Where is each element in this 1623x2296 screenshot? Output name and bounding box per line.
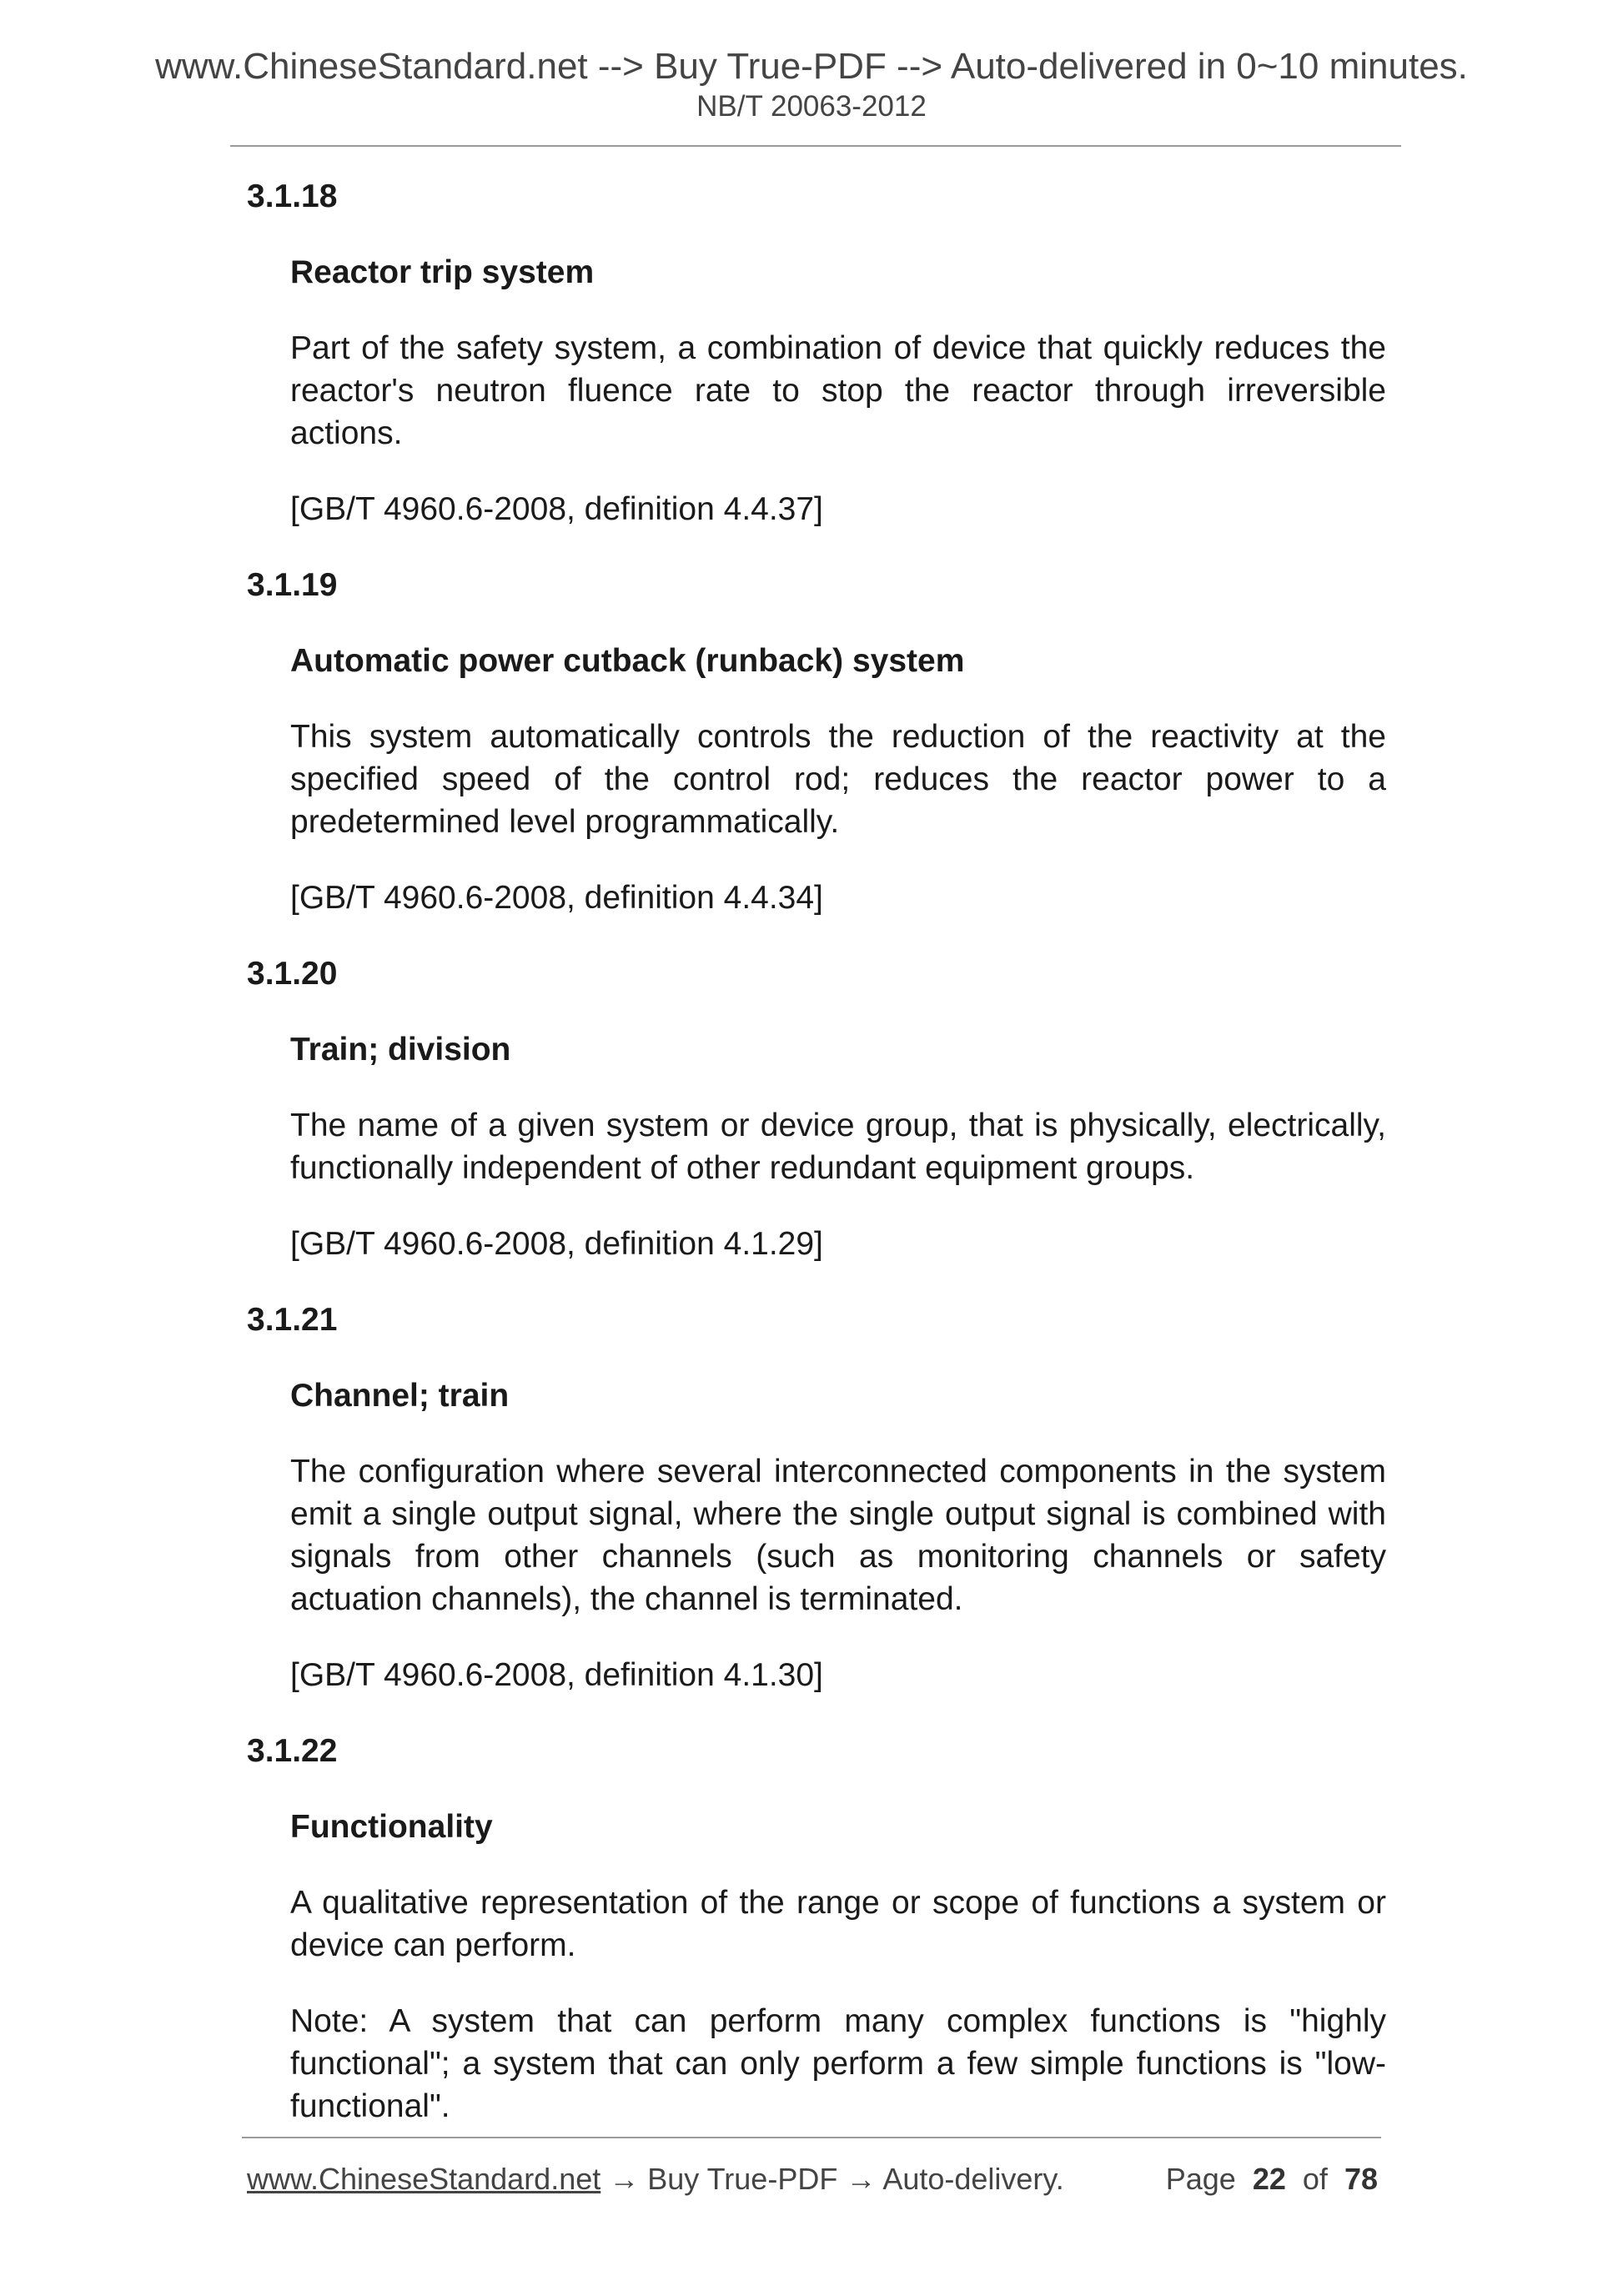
- term-source: [GB/T 4960.6-2008, definition 4.4.34]: [290, 880, 823, 916]
- term-title: Functionality: [290, 1809, 493, 1845]
- page-indicator: [1166, 2160, 1378, 2198]
- document-code: NB/T 20063-2012: [696, 90, 927, 123]
- term-source: [GB/T 4960.6-2008, definition 4.4.37]: [290, 491, 823, 527]
- term-3-1-19: [247, 564, 1386, 919]
- total-page-count: 78: [1344, 2162, 1378, 2196]
- term-definition: This system automatically controls the reduction of the reactivity at the specified speed of the control rod; reduces the reactor power to a predetermined level programmatically.: [290, 719, 1386, 840]
- footer-tagline: → Buy True-PDF → Auto-delivery.: [600, 2162, 1064, 2196]
- header-divider: [230, 145, 1401, 147]
- term-title: Reactor trip system: [290, 254, 595, 290]
- term-definition: Part of the safety system, a combination of device that quickly reduces the reactor's neutron fluence rate to stop the reactor through irreversible actions.: [290, 330, 1386, 451]
- footer-divider: [242, 2137, 1381, 2138]
- document-body: [247, 175, 1386, 2161]
- page-label: Page: [1165, 2162, 1236, 2196]
- term-number: 3.1.19: [247, 567, 338, 603]
- term-3-1-18: [247, 175, 1386, 530]
- term-source: [GB/T 4960.6-2008, definition 4.1.30]: [290, 1657, 823, 1693]
- term-number: 3.1.22: [247, 1733, 338, 1769]
- term-note: Note: A system that can perform many complex functions is "highly functional"; a system that can only perform a few simple functions is "low-functional".: [290, 2003, 1386, 2124]
- term-3-1-21: [247, 1299, 1386, 1696]
- page-of-label: of: [1302, 2162, 1328, 2196]
- term-definition: The name of a given system or device group, that is physically, electrically, functionally independent of other redundant equipment groups.: [290, 1108, 1386, 1186]
- term-title: Train; division: [290, 1032, 511, 1068]
- term-number: 3.1.21: [247, 1302, 338, 1338]
- term-definition: The configuration where several interconnected components in the system emit a single output signal, where the single output signal is combined with signals from other channels (such as monitoring channels or safety actuation channels), the channel is terminated.: [290, 1454, 1386, 1617]
- current-page-number: 22: [1252, 2162, 1286, 2196]
- term-definition: A qualitative representation of the range or scope of functions a system or device can perform.: [290, 1885, 1386, 1963]
- term-number: 3.1.20: [247, 956, 338, 992]
- term-source: [GB/T 4960.6-2008, definition 4.1.29]: [290, 1226, 823, 1262]
- term-title: Channel; train: [290, 1378, 510, 1414]
- term-3-1-22: [247, 1730, 1386, 2128]
- term-number: 3.1.18: [247, 178, 338, 214]
- header-banner: www.ChineseStandard.net --> Buy True-PDF --> Auto-delivered in 0~10 minutes.: [155, 46, 1468, 87]
- page-footer: [247, 2160, 1378, 2198]
- term-title: Automatic power cutback (runback) system: [290, 643, 965, 679]
- term-3-1-20: [247, 952, 1386, 1265]
- footer-site-link[interactable]: www.ChineseStandard.net: [247, 2162, 601, 2196]
